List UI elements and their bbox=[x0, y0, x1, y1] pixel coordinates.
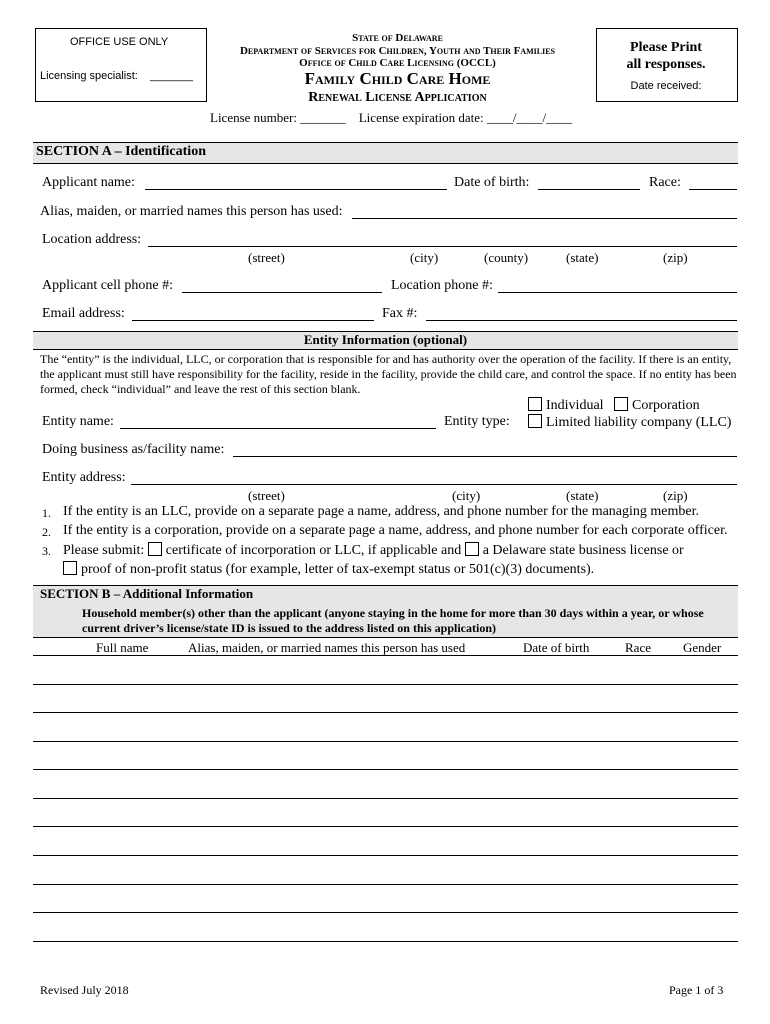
household-row-3[interactable] bbox=[33, 741, 738, 742]
licensing-specialist-blank[interactable]: _______ bbox=[150, 70, 193, 82]
certificate-label: certificate of incorporation or LLC, if applicable and bbox=[165, 543, 462, 558]
entity-name-label: Entity name: bbox=[42, 414, 114, 429]
opt-corporation[interactable] bbox=[614, 397, 700, 414]
licensing-specialist-label: Licensing specialist: bbox=[40, 70, 138, 82]
item3-line1 bbox=[63, 542, 684, 559]
household-row-5[interactable] bbox=[33, 798, 738, 799]
applicant-name-field[interactable] bbox=[145, 189, 447, 190]
corporation-label: Corporation bbox=[632, 398, 700, 413]
household-row-6[interactable] bbox=[33, 826, 738, 827]
page-subtitle: Renewal License Application bbox=[308, 90, 487, 105]
household-note: Household member(s) other than the applicant (anyone staying in the home for more than 30 days within a year, or whose current driver’s license/state ID is issued to the address listed on this application) bbox=[82, 606, 704, 635]
col-gender: Gender bbox=[683, 640, 722, 655]
header-rule bbox=[33, 655, 738, 656]
page-number: Page 1 of 3 bbox=[669, 983, 724, 997]
dob-field[interactable] bbox=[538, 189, 640, 190]
loc-sub-city: (city) bbox=[410, 250, 439, 265]
license-number-line[interactable]: License number: _______ License expiration date: ____/____/____ bbox=[210, 110, 573, 125]
individual-label: Individual bbox=[546, 398, 604, 413]
entity-type-label: Entity type: bbox=[444, 414, 510, 429]
section-a-title: SECTION A – Identification bbox=[36, 144, 206, 159]
opt-individual[interactable] bbox=[528, 397, 604, 414]
nonprofit-checkbox[interactable] bbox=[63, 561, 77, 575]
loc-sub-county: (county) bbox=[484, 250, 529, 265]
loc-sub-street: (street) bbox=[248, 250, 285, 265]
col-dob: Date of birth bbox=[523, 640, 590, 655]
dba-field[interactable] bbox=[233, 456, 737, 457]
ent-sub-zip: (zip) bbox=[663, 488, 688, 503]
fax-field[interactable] bbox=[426, 320, 737, 321]
header-department: Department of Services for Children, Youth and Their Families bbox=[239, 45, 556, 57]
opt-llc[interactable] bbox=[528, 414, 731, 431]
email-field[interactable] bbox=[132, 320, 374, 321]
section-b-title: SECTION B – Additional Information bbox=[40, 586, 254, 601]
household-row-2[interactable] bbox=[33, 712, 738, 713]
household-row-4[interactable] bbox=[33, 769, 738, 770]
location-address-field[interactable] bbox=[148, 246, 737, 247]
loc-sub-zip: (zip) bbox=[663, 250, 688, 265]
col-alias: Alias, maiden, or married names this person has used bbox=[188, 640, 466, 655]
cell-phone-label: Applicant cell phone #: bbox=[42, 278, 174, 293]
household-note-divider bbox=[33, 637, 738, 638]
certificate-checkbox[interactable] bbox=[148, 542, 162, 556]
race-field[interactable] bbox=[689, 189, 737, 190]
col-race: Race bbox=[625, 640, 651, 655]
item1-text: If the entity is an LLC, provide on a separate page a name, address, and phone number for the managing member. bbox=[63, 504, 700, 519]
email-label: Email address: bbox=[42, 306, 125, 321]
ent-sub-street: (street) bbox=[248, 488, 285, 503]
print-line1: Please Print bbox=[630, 40, 702, 55]
llc-label: Limited liability company (LLC) bbox=[546, 415, 732, 430]
location-phone-label: Location phone #: bbox=[391, 278, 493, 293]
corporation-checkbox[interactable] bbox=[614, 397, 628, 411]
item1-number: 1. bbox=[42, 506, 51, 520]
household-row-7[interactable] bbox=[33, 855, 738, 856]
please-submit-label: Please submit: bbox=[63, 543, 145, 558]
header-office: Office of Child Care Licensing (OCCL) bbox=[299, 57, 496, 69]
household-row-9[interactable] bbox=[33, 912, 738, 913]
race-label: Race: bbox=[649, 175, 681, 190]
llc-checkbox[interactable] bbox=[528, 414, 542, 428]
business-license-checkbox[interactable] bbox=[465, 542, 479, 556]
item3-line2 bbox=[63, 561, 594, 578]
page-title: Family Child Care Home bbox=[304, 69, 491, 88]
dob-label: Date of birth: bbox=[454, 175, 530, 190]
applicant-name-label: Applicant name: bbox=[42, 175, 135, 190]
location-phone-field[interactable] bbox=[498, 292, 737, 293]
loc-sub-state: (state) bbox=[566, 250, 599, 265]
nonprofit-label: proof of non-profit status (for example, letter of tax-exempt status or 501(c)(3) documents). bbox=[81, 562, 595, 577]
header-state: State of Delaware bbox=[352, 32, 443, 44]
cell-phone-field[interactable] bbox=[182, 292, 382, 293]
print-line2: all responses. bbox=[626, 57, 706, 72]
item3-number: 3. bbox=[42, 544, 51, 558]
col-full-name: Full name bbox=[96, 640, 149, 655]
individual-checkbox[interactable] bbox=[528, 397, 542, 411]
entity-name-field[interactable] bbox=[120, 428, 436, 429]
entity-paragraph: The “entity” is the individual, LLC, or corporation that is responsible for and has authority over the operation of the facility. If there is an entity, the applicant must still have responsibility for the facility, reside in the facility, provide the child care, and control the space. If no entity has been formed, check “individual” and leave the rest of this section blank. bbox=[40, 352, 737, 396]
item2-text: If the entity is a corporation, provide on a separate page a name, address, and phone number for each corporate officer. bbox=[63, 523, 728, 538]
location-address-label: Location address: bbox=[42, 232, 142, 247]
household-row-8[interactable] bbox=[33, 884, 738, 885]
fax-label: Fax #: bbox=[382, 306, 418, 321]
entity-title: Entity Information (optional) bbox=[303, 332, 468, 347]
ent-sub-state: (state) bbox=[566, 488, 599, 503]
entity-address-label: Entity address: bbox=[42, 470, 126, 485]
entity-address-field[interactable] bbox=[131, 484, 737, 485]
business-license-label: a Delaware state business license or bbox=[482, 543, 684, 558]
item2-number: 2. bbox=[42, 525, 51, 539]
alias-field[interactable] bbox=[352, 218, 737, 219]
ent-sub-city: (city) bbox=[452, 488, 481, 503]
dba-label: Doing business as/facility name: bbox=[42, 442, 225, 457]
alias-label: Alias, maiden, or married names this person has used: bbox=[40, 204, 343, 219]
household-row-10[interactable] bbox=[33, 941, 738, 942]
household-row-1[interactable] bbox=[33, 684, 738, 685]
office-use-title: OFFICE USE ONLY bbox=[70, 36, 169, 48]
revised-date: Revised July 2018 bbox=[40, 983, 129, 997]
date-received-label: Date received: bbox=[630, 80, 702, 92]
